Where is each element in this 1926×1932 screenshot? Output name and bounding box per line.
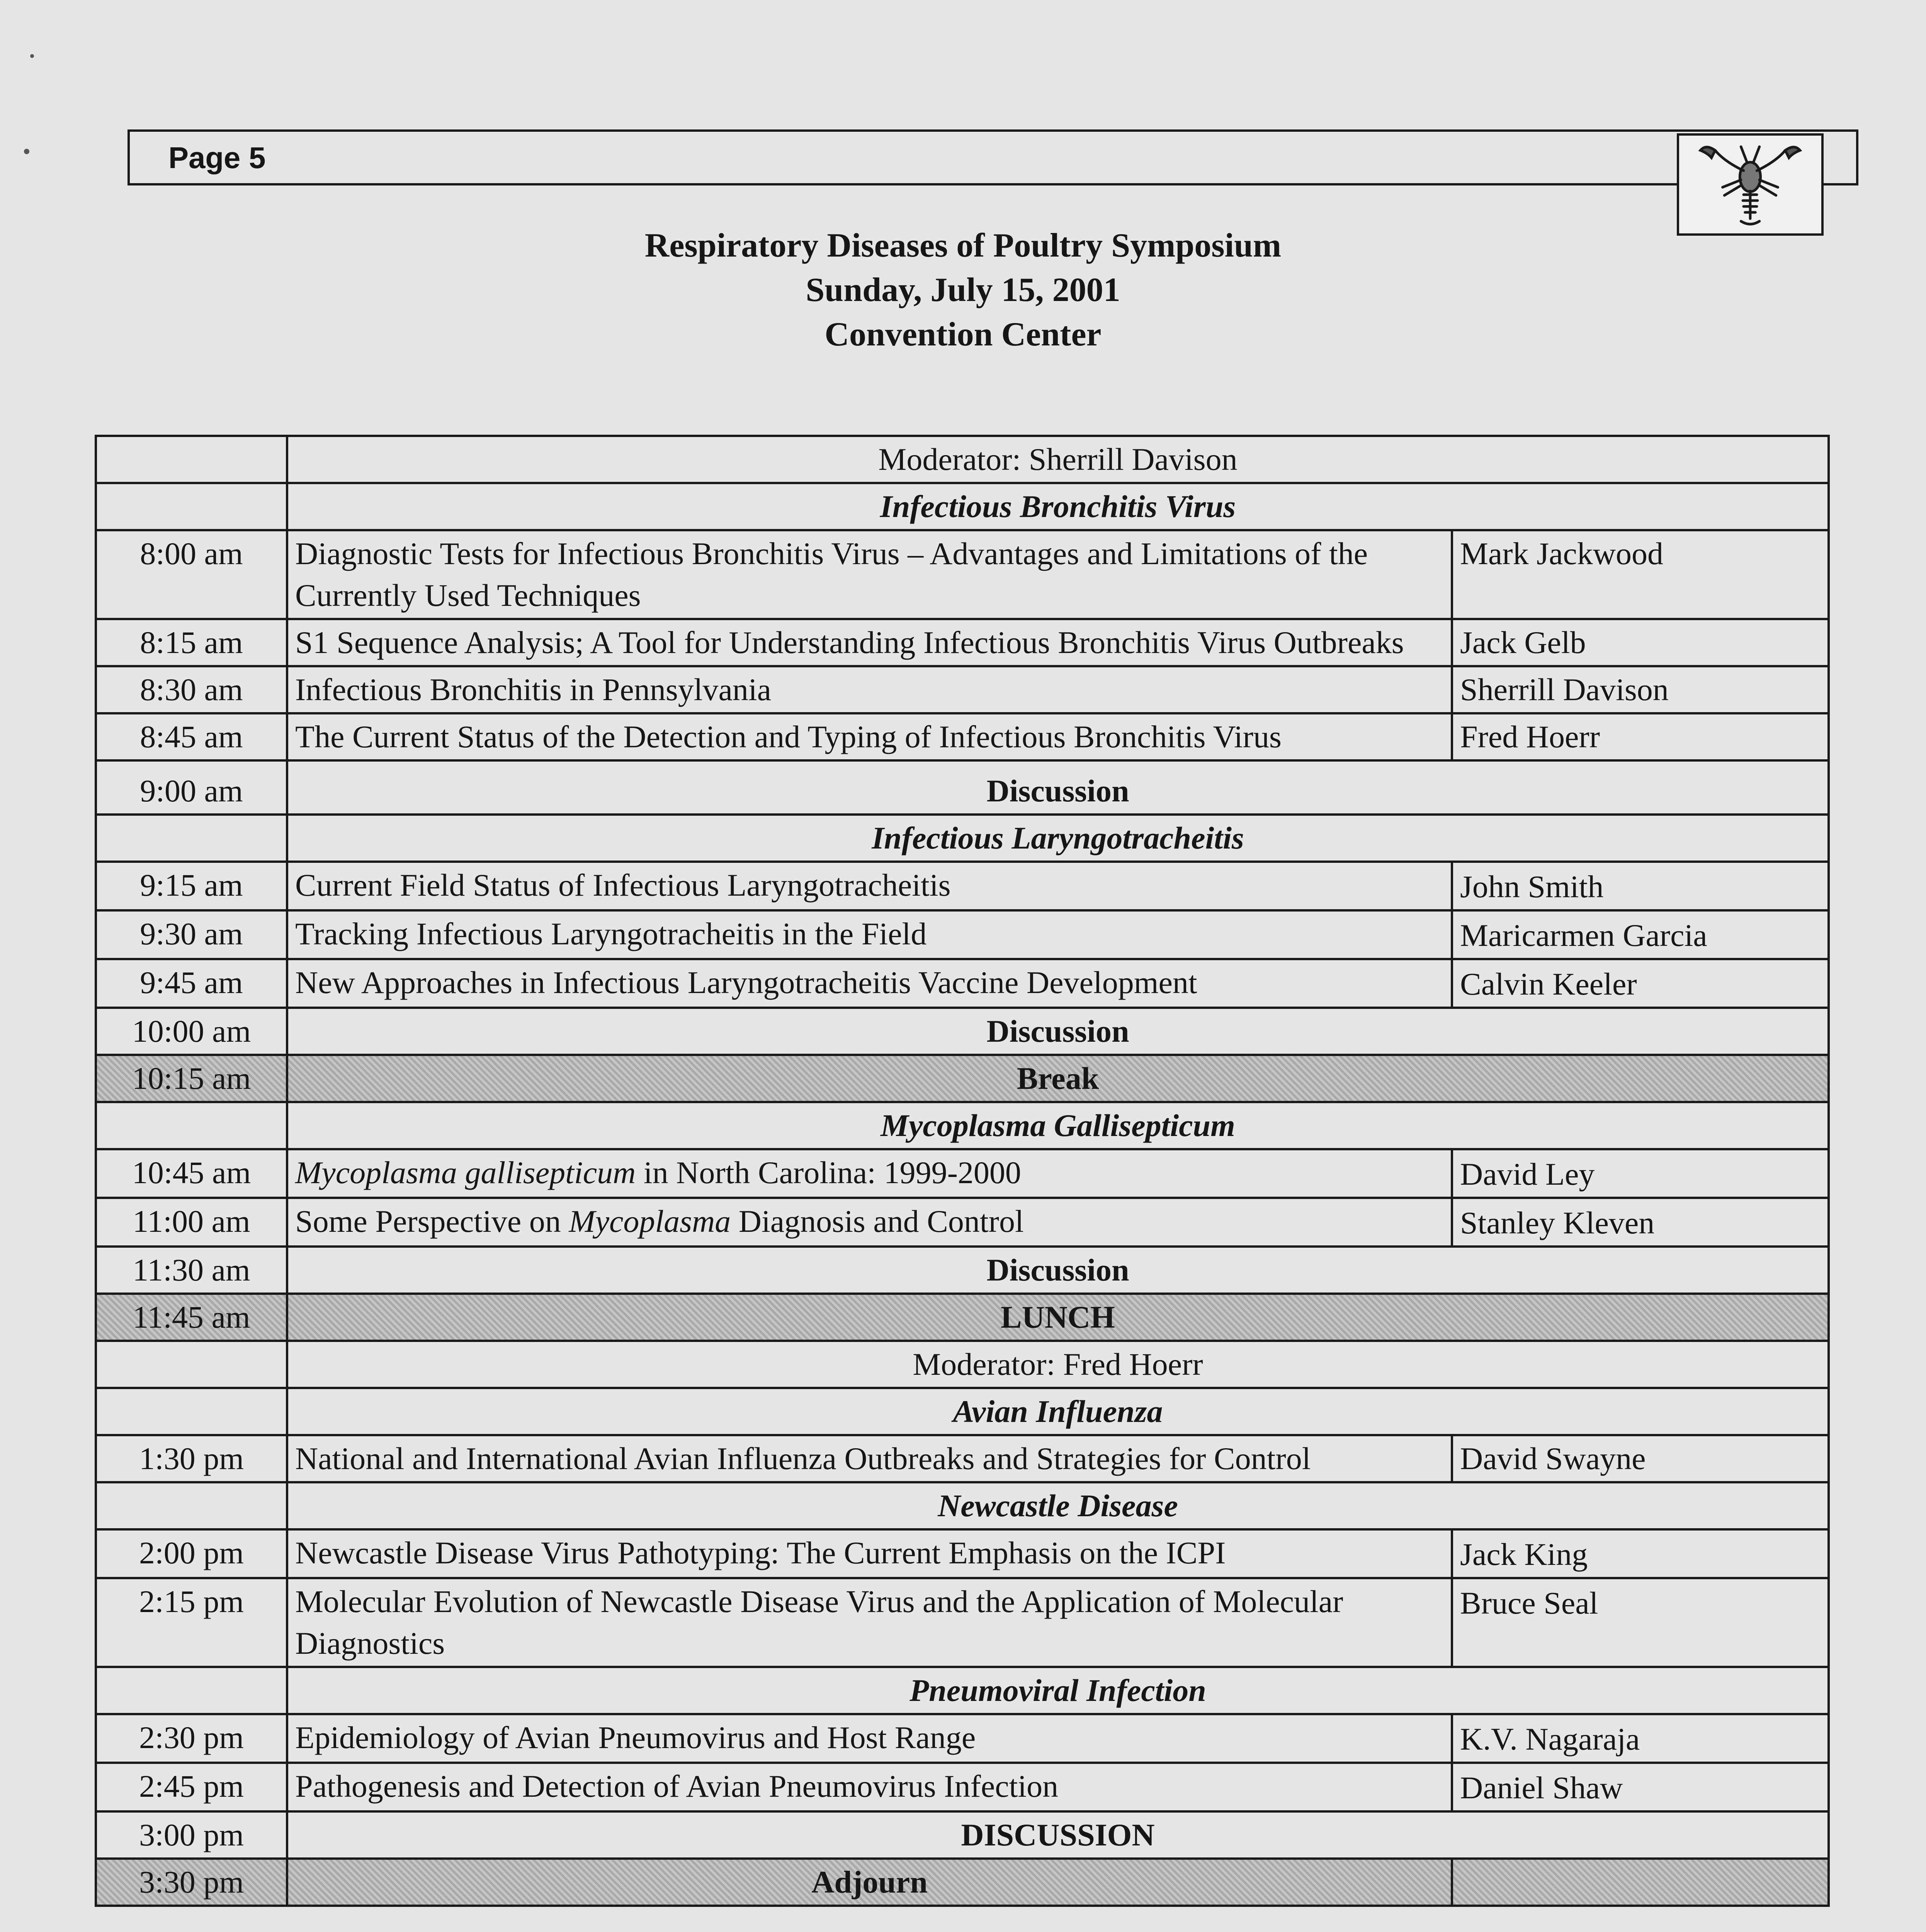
- table-row: [96, 619, 1829, 666]
- session-time: 2:00 pm: [96, 1529, 287, 1578]
- scan-speck: [24, 149, 29, 154]
- session-title: Current Field Status of Infectious Laryngotracheitis: [287, 862, 1452, 910]
- section-heading: Infectious Bronchitis Virus: [287, 483, 1829, 530]
- session-time: 1:30 pm: [96, 1435, 287, 1482]
- session-speaker: Sherrill Davison: [1452, 666, 1829, 713]
- session-title: Newcastle Disease Virus Pathotyping: The Current Emphasis on the ICPI: [287, 1529, 1452, 1578]
- session-time: 2:30 pm: [96, 1714, 287, 1763]
- session-time: 8:45 am: [96, 713, 287, 760]
- session-time: 10:00 am: [96, 1008, 287, 1055]
- session-speaker: Mark Jackwood: [1452, 530, 1829, 619]
- table-row: [96, 959, 1829, 1008]
- table-row: [96, 1198, 1829, 1247]
- page-header-bar: [127, 129, 1858, 185]
- section-heading: Mycoplasma Gallisepticum: [287, 1102, 1829, 1149]
- session-time: 8:00 am: [96, 530, 287, 619]
- section-row: [96, 1482, 1829, 1529]
- table-row: [96, 760, 1829, 815]
- session-time: 3:00 pm: [96, 1811, 287, 1859]
- session-speaker: Daniel Shaw: [1452, 1763, 1829, 1811]
- adjourn-row: [96, 1859, 1829, 1906]
- session-time: 10:15 am: [96, 1055, 287, 1102]
- session-speaker: Maricarmen Garcia: [1452, 910, 1829, 959]
- section-row: [96, 1667, 1829, 1714]
- break-row: [96, 1055, 1829, 1102]
- session-time: 10:45 am: [96, 1149, 287, 1198]
- session-title: Break: [287, 1055, 1829, 1102]
- table-row: [96, 862, 1829, 910]
- session-title: Discussion: [287, 760, 1829, 815]
- section-row: [96, 1388, 1829, 1435]
- session-title: Infectious Bronchitis in Pennsylvania: [287, 666, 1452, 713]
- section-heading: Infectious Laryngotracheitis: [287, 815, 1829, 862]
- table-row: [96, 530, 1829, 619]
- session-title: Adjourn: [287, 1859, 1452, 1906]
- lunch-row: [96, 1294, 1829, 1341]
- session-time: 8:30 am: [96, 666, 287, 713]
- symposium-title: Respiratory Diseases of Poultry Symposium: [644, 227, 1282, 264]
- session-title: [287, 1198, 1452, 1247]
- session-title: LUNCH: [287, 1294, 1829, 1341]
- table-row: [96, 1008, 1829, 1055]
- session-title: The Current Status of the Detection and Typing of Infectious Bronchitis Virus: [287, 713, 1452, 760]
- session-time: 9:30 am: [96, 910, 287, 959]
- scan-speck: [30, 54, 34, 58]
- section-row: [96, 1102, 1829, 1149]
- session-title: Pathogenesis and Detection of Avian Pneumovirus Infection: [287, 1763, 1452, 1811]
- session-speaker: John Smith: [1452, 862, 1829, 910]
- crawfish-icon: [1679, 136, 1821, 233]
- page-number: Page 5: [168, 141, 266, 175]
- table-row: [96, 713, 1829, 760]
- schedule-table: [95, 435, 1830, 1907]
- session-speaker: David Ley: [1452, 1149, 1829, 1198]
- moderator-label: Moderator: Sherrill Davison: [287, 436, 1829, 483]
- table-row: [96, 1529, 1829, 1578]
- session-speaker: Stanley Kleven: [1452, 1198, 1829, 1247]
- session-title: New Approaches in Infectious Laryngotracheitis Vaccine Development: [287, 959, 1452, 1008]
- moderator-row: [96, 436, 1829, 483]
- session-title: DISCUSSION: [287, 1811, 1829, 1859]
- session-time: 11:45 am: [96, 1294, 287, 1341]
- crawfish-logo: [1677, 133, 1824, 236]
- session-title: Epidemiology of Avian Pneumovirus and Host Range: [287, 1714, 1452, 1763]
- session-title: Discussion: [287, 1008, 1829, 1055]
- table-row: [96, 1578, 1829, 1667]
- table-row: [96, 1149, 1829, 1198]
- section-row: [96, 815, 1829, 862]
- session-title: National and International Avian Influenza Outbreaks and Strategies for Control: [287, 1435, 1452, 1482]
- symposium-date: Sunday, July 15, 2001: [806, 271, 1120, 309]
- table-row: [96, 1763, 1829, 1811]
- session-speaker: Jack King: [1452, 1529, 1829, 1578]
- italic-term: Mycoplasma gallisepticum: [295, 1155, 636, 1190]
- section-row: [96, 483, 1829, 530]
- session-title: [287, 1149, 1452, 1198]
- session-time: 2:45 pm: [96, 1763, 287, 1811]
- session-speaker: Bruce Seal: [1452, 1578, 1829, 1667]
- section-heading: Pneumoviral Infection: [287, 1667, 1829, 1714]
- session-time: 9:45 am: [96, 959, 287, 1008]
- session-title: Discussion: [287, 1247, 1829, 1294]
- moderator-row: [96, 1341, 1829, 1388]
- table-row: [96, 910, 1829, 959]
- table-row: [96, 1714, 1829, 1763]
- symposium-location: Convention Center: [824, 316, 1102, 353]
- title-text: in North Carolina: 1999-2000: [636, 1155, 1021, 1190]
- session-title: Diagnostic Tests for Infectious Bronchitis Virus – Advantages and Limitations of the Currently Used Techniques: [287, 530, 1452, 619]
- session-time: 3:30 pm: [96, 1859, 287, 1906]
- table-row: [96, 1811, 1829, 1859]
- session-title: S1 Sequence Analysis; A Tool for Understanding Infectious Bronchitis Virus Outbreaks: [287, 619, 1452, 666]
- moderator-label: Moderator: Fred Hoerr: [287, 1341, 1829, 1388]
- session-time: 8:15 am: [96, 619, 287, 666]
- session-time: 11:30 am: [96, 1247, 287, 1294]
- italic-term: Mycoplasma: [569, 1204, 731, 1239]
- session-speaker: K.V. Nagaraja: [1452, 1714, 1829, 1763]
- session-title: Tracking Infectious Laryngotracheitis in the Field: [287, 910, 1452, 959]
- session-title: Molecular Evolution of Newcastle Disease Virus and the Application of Molecular Diagnostics: [287, 1578, 1452, 1667]
- table-row: [96, 1435, 1829, 1482]
- section-heading: Newcastle Disease: [287, 1482, 1829, 1529]
- section-heading: Avian Influenza: [287, 1388, 1829, 1435]
- session-speaker: Jack Gelb: [1452, 619, 1829, 666]
- session-time: 9:00 am: [96, 760, 287, 815]
- title-text: Diagnosis and Control: [731, 1204, 1024, 1239]
- session-time: 11:00 am: [96, 1198, 287, 1247]
- session-speaker: Fred Hoerr: [1452, 713, 1829, 760]
- session-time: 2:15 pm: [96, 1578, 287, 1667]
- session-time: 9:15 am: [96, 862, 287, 910]
- table-row: [96, 666, 1829, 713]
- session-speaker: David Swayne: [1452, 1435, 1829, 1482]
- title-text: Some Perspective on: [295, 1204, 569, 1239]
- table-row: [96, 1247, 1829, 1294]
- session-speaker: Calvin Keeler: [1452, 959, 1829, 1008]
